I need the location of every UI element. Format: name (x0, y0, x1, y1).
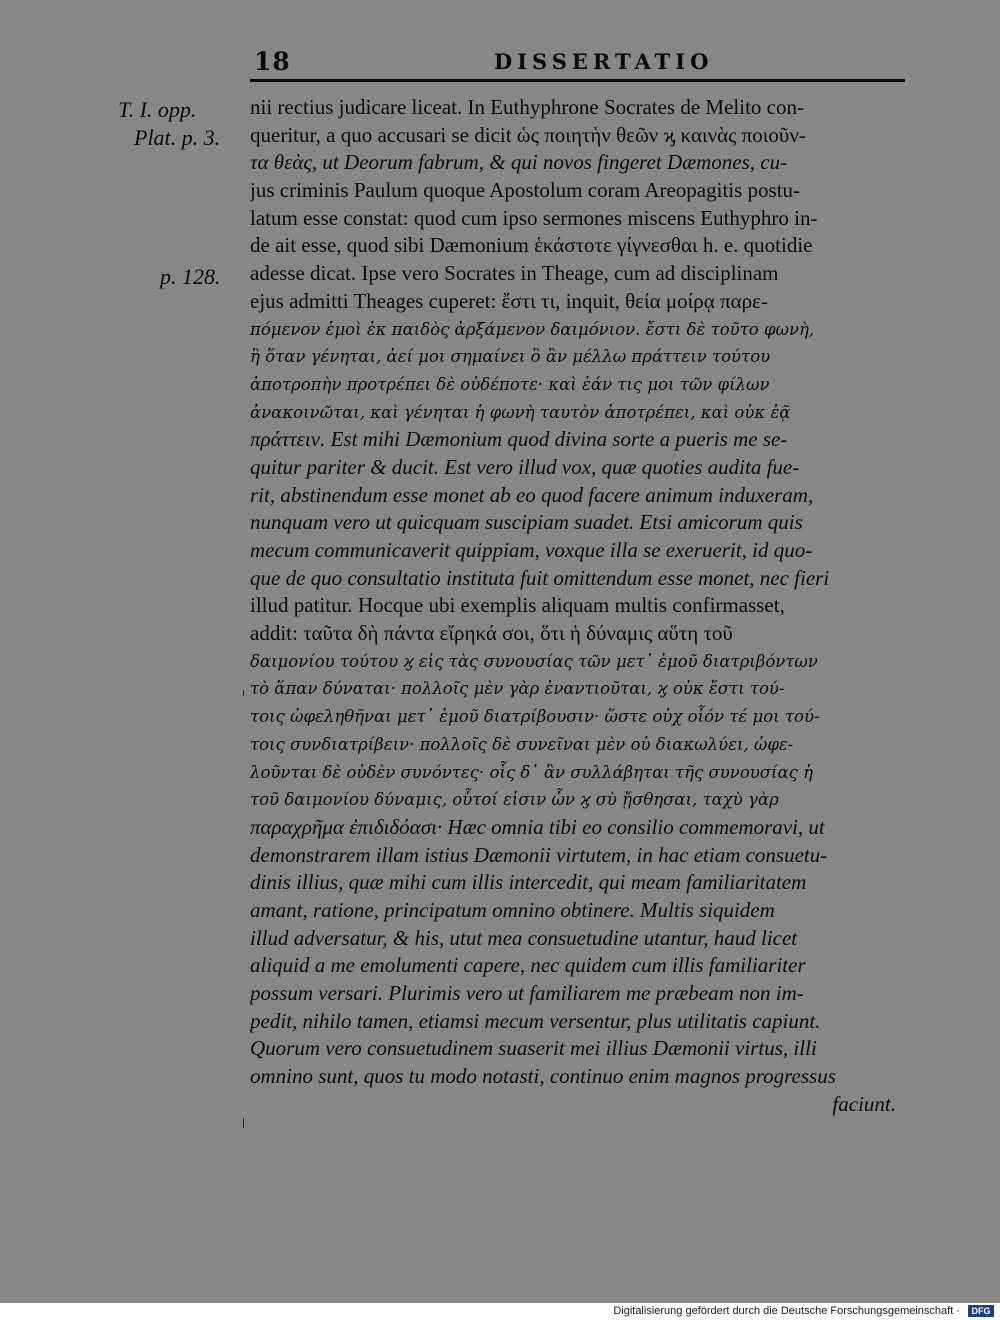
text-line: pedit, nihilo tamen, etiamsi mecum versentur, plus utilitatis capiunt. (250, 1008, 821, 1033)
text-line: Quorum vero consuetudinem suaserit mei illius Dæmonii virtus, illi (250, 1036, 817, 1061)
text-line: addit: ταῦτα δὴ πάντα εἴρηκά σοι, ὅτι ἡ δύναμις αὕτη τοῦ (250, 621, 733, 646)
page-number: 18 (254, 47, 291, 76)
text-line: possum versari. Plurimis vero ut familiarem me præbeam non im- (250, 981, 804, 1005)
edge-mark (243, 690, 244, 696)
text-line: τὸ ἅπαν δύναται· πολλοῖς μὲν γὰρ ἐναντιοῦται, ϗ οὐκ ἔστι τού- (250, 679, 785, 699)
text-line: aliquid a me emolumenti capere, nec quidem cum illis familiariter (250, 953, 806, 978)
text-line: ἀποτροπὴν προτρέπει δὲ οὐδέποτε· καὶ ἐάν τις μοι τῶν φίλων (250, 374, 770, 394)
text-line: τα θεὰς, ut Deorum fabrum, & qui novos fingeret Dæmones, cu- (250, 150, 788, 175)
margin-note-plat: Plat. p. 3. (134, 125, 221, 150)
dfg-logo: DFG (968, 1305, 994, 1317)
footer-credit: Digitalisierung gefördert durch die Deutsche Forschungsgemeinschaft · (613, 1305, 960, 1317)
text-line: demonstrarem illam istius Dæmonii virtutem, in hac etiam consuetu- (250, 842, 828, 867)
header-rule (250, 79, 905, 82)
text-line: τοις συνδιατρίβειν· πολλοῖς δὲ συνεῖναι μὲν οὐ διακωλύει, ὠφε- (250, 734, 794, 754)
text-line-final: faciunt. (832, 1091, 896, 1116)
text-line: dinis illius, quæ mihi cum illis intercedit, qui meam familiaritatem (250, 870, 807, 895)
text-line: jus criminis Paulum quoque Apostolum coram Areopagitis postu- (250, 178, 801, 203)
edge-mark (243, 1118, 244, 1128)
margin-note-page-ref: p. 128. (160, 264, 221, 289)
text-line: illud adversatur, & his, utut mea consuetudine utantur, haud licet (250, 925, 798, 950)
text-line: rit, abstinendum esse monet ab eo quod facere animum induxeram, (250, 482, 814, 507)
text-line: δαιμονίου τούτου ϗ εἰς τὰς συνουσίας τῶν μετ᾽ ἐμοῦ διατριβόντων (250, 651, 818, 671)
text-line: illud patitur. Hocque ubi exemplis aliquam multis confirmasset, (250, 593, 785, 618)
text-line: quitur pariter & ducit. Est vero illud vox, quæ quoties audita fue- (250, 454, 800, 479)
text-line: ἣ ὅταν γένηται, ἀεί μοι σημαίνει ὃ ἂν μέλλω πράττειν τούτου (250, 347, 771, 367)
text-line: latum esse constat: quod cum ipso sermones miscens Euthyphro in- (250, 205, 818, 230)
text-line: ἀνακοινῶται, καὶ γένηται ἡ φωνὴ ταυτὸν ἀποτρέπει, καὶ οὐκ ἐᾷ (250, 402, 791, 422)
text-line: πράττειν. Est mihi Dæmonium quod divina sorte a pueris me se- (250, 427, 788, 452)
text-line: τοῦ δαιμονίου δύναμις, οὗτοί εἰσιν ὧν ϗ σὺ ᾔσθησαι, ταχὺ γὰρ (250, 790, 779, 810)
text-line: omnino sunt, quos tu modo notasti, continuo enim magnos progressus (250, 1064, 836, 1089)
text-line: adesse dicat. Ipse vero Socrates in Theage, cum ad disciplinam (250, 261, 779, 286)
body-text (250, 94, 908, 1118)
text-line: de ait esse, quod sibi Dæmonium ἑκάστοτε γίγνεσθαι h. e. quotidie (250, 233, 813, 258)
running-title: DISSERTATIO (494, 49, 714, 74)
text-line: τοις ὠφεληθῆναι μετ᾽ ἐμοῦ διατρίβουσιν· ὥστε οὐχ οἷόν τέ μοι τού- (250, 707, 820, 727)
margin-note-opp: T. I. opp. (118, 97, 197, 122)
text-line: παραχρῆμα ἐπιδιδόασι· Hæc omnia tibi eo consilio commemoravi, ut (250, 814, 825, 839)
text-line: λοῦνται δὲ οὐδὲν συνόντες· οἷς δ᾽ ἂν συλλάβηται τῆς συνουσίας ἡ (250, 762, 814, 782)
text-line: nii rectius judicare liceat. In Euthyphrone Socrates de Melito con- (250, 95, 804, 119)
text-line: mecum communicaverit quippiam, voxque illa se exeruerit, id quo- (250, 538, 813, 562)
text-line: ejus admitti Theages cuperet: ἔστι τι, inquit, θεία μοίρᾳ παρε- (250, 288, 768, 313)
text-line: πόμενον ἐμοὶ ἐκ παιδὸς ἀρξάμενον δαιμόνιον. ἔστι δὲ τοῦτο φωνὴ, (250, 319, 815, 339)
text-line: queritur, a quo accusari se dicit ὡς ποιητὴν θεῶν ϗ καινὰς ποιοῦν- (250, 122, 806, 147)
text-line: que de quo consultatio instituta fuit omittendum esse monet, nec fieri (250, 565, 830, 590)
text-line: amant, ratione, principatum omnino obtinere. Multis siquidem (250, 897, 775, 922)
text-line: nunquam vero ut quicquam suscipiam suadet. Etsi amicorum quis (250, 510, 803, 535)
